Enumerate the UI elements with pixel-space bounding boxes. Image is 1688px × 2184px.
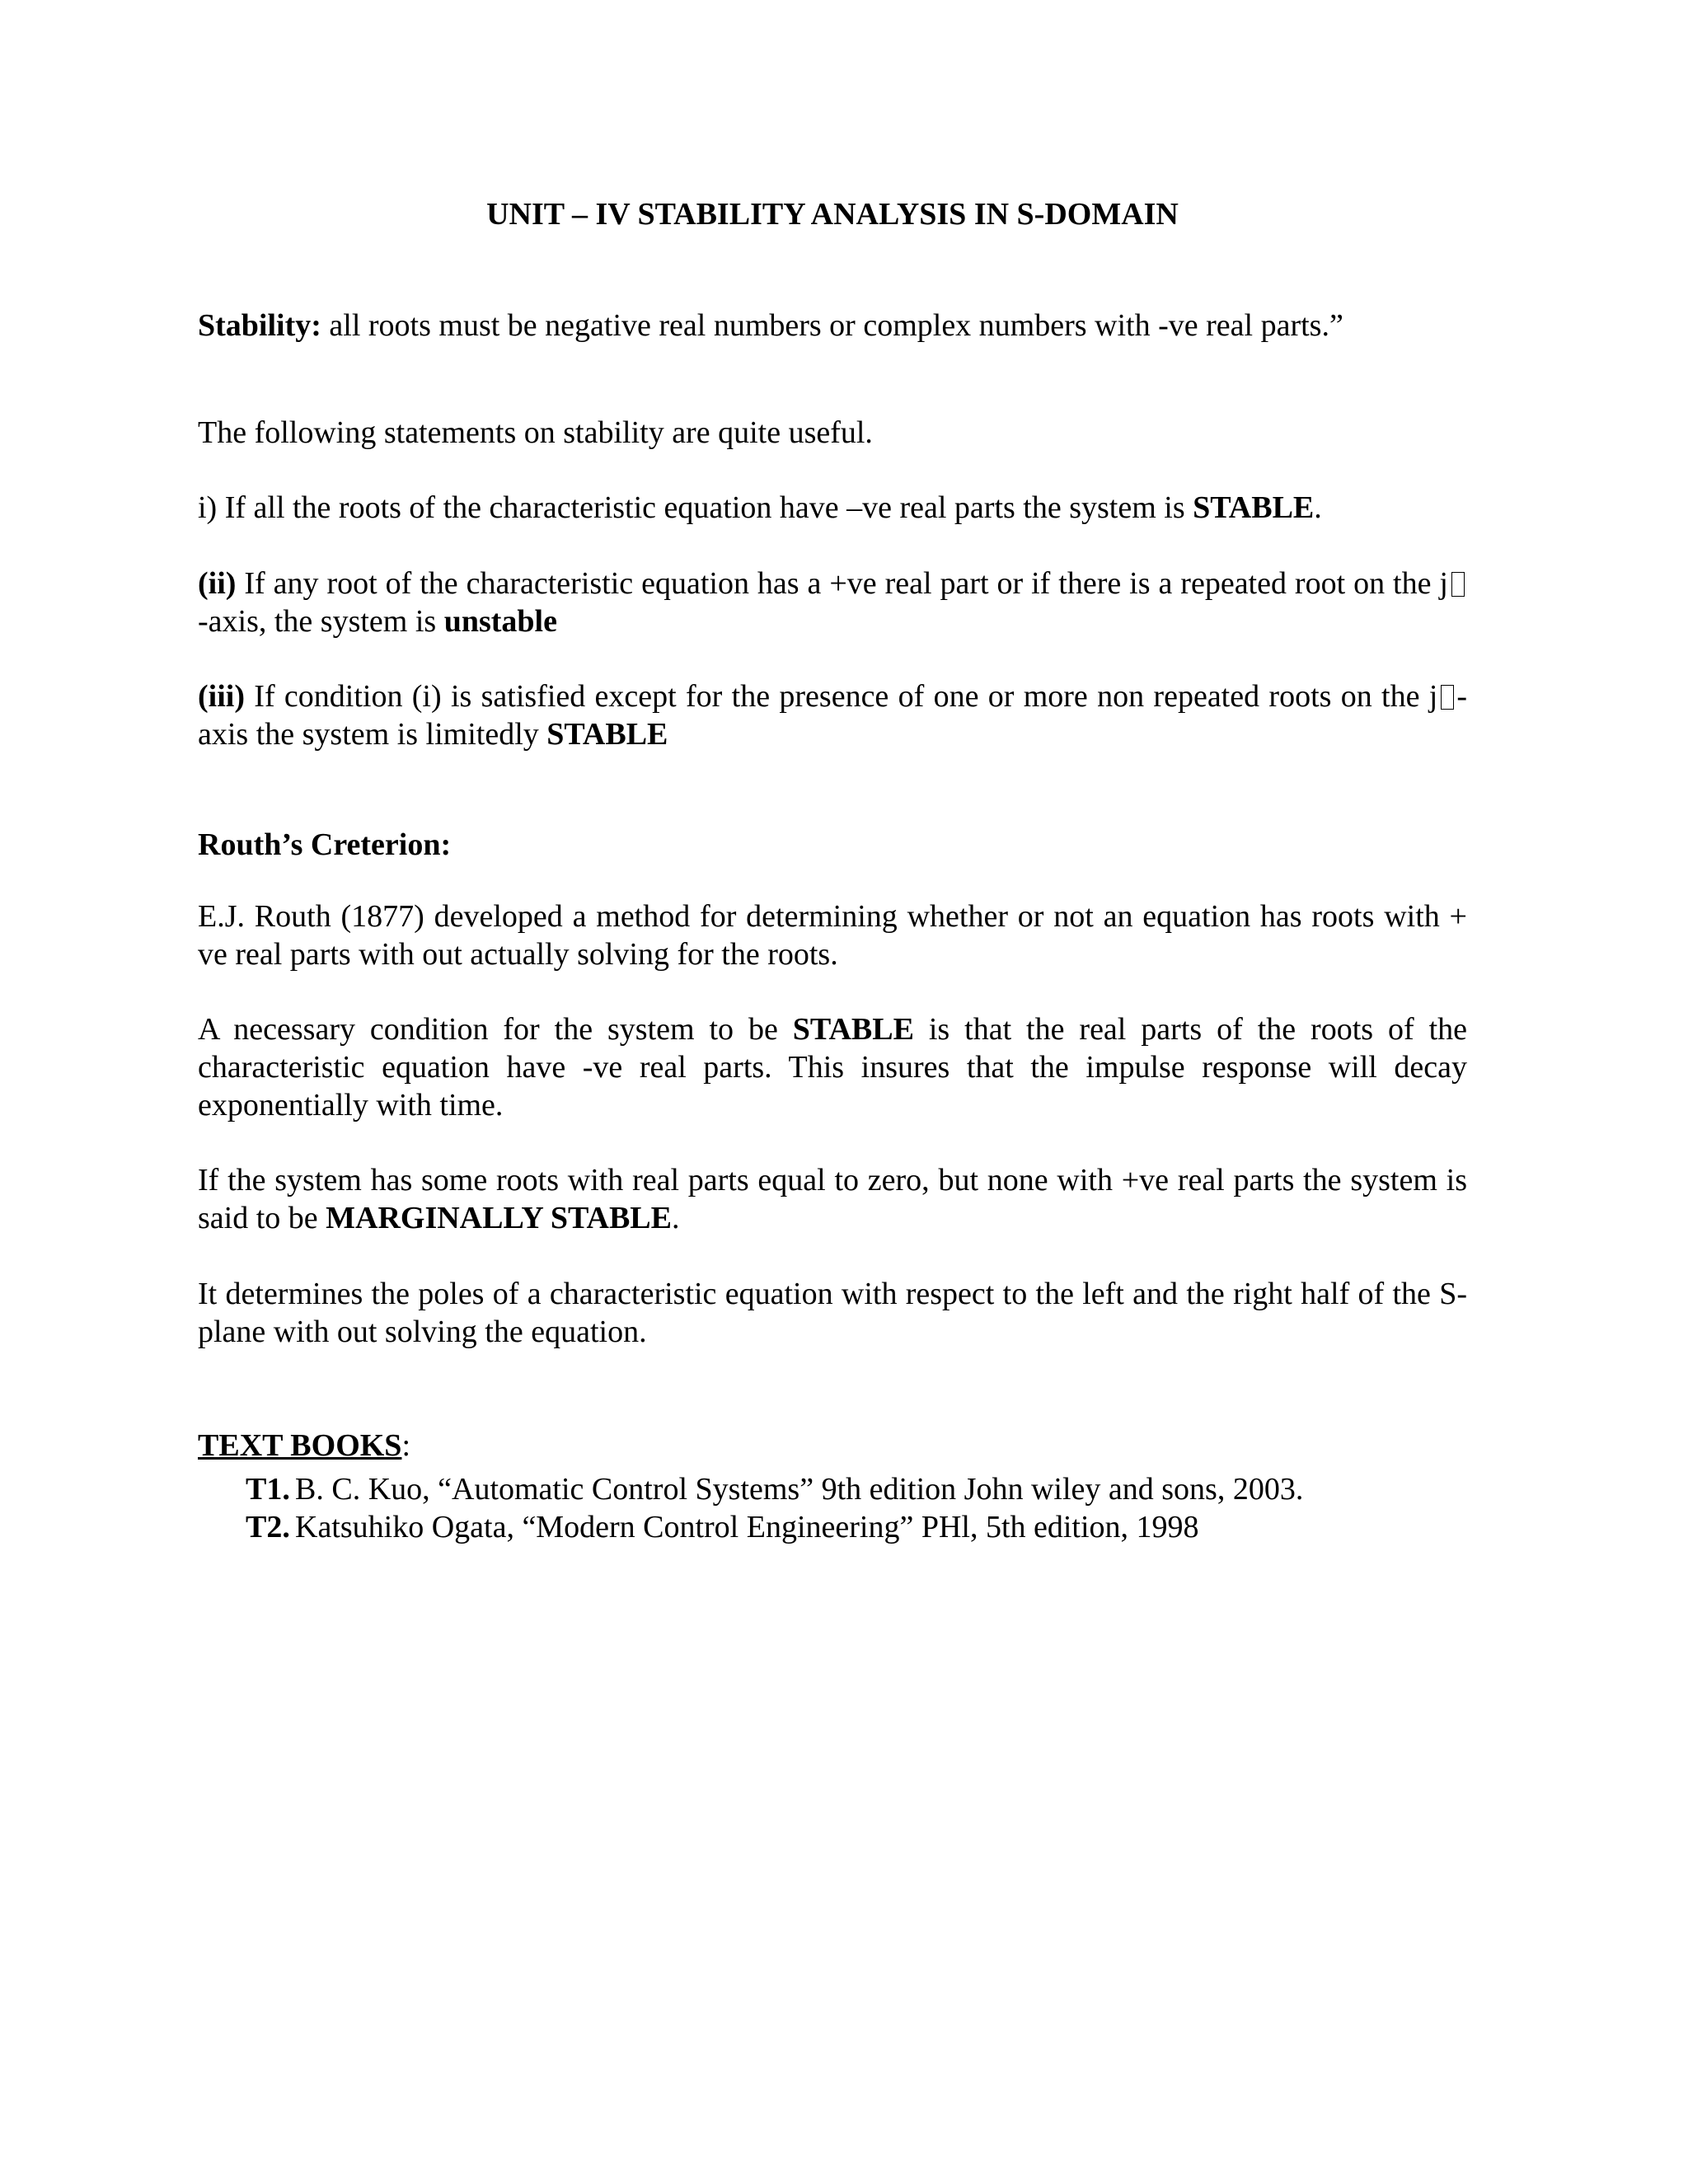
page-title: UNIT – IV STABILITY ANALYSIS IN S-DOMAIN [486,197,1179,232]
statement-iii-bold: STABLE [546,717,668,752]
stability-definition [198,307,1467,344]
statement-i [198,489,1467,527]
intro-paragraph: The following statements on stability are quite useful. [198,415,873,450]
statement-ii-text: If any root of the characteristic equation has a +ve real part or if there is a repeated root on the j [236,566,1448,601]
statement-iii-text: If condition (i) is satisfied except for the presence of one or more non repeated roots on the j [244,679,1438,714]
routh-paragraph-1: E.J. Routh (1877) developed a method for determining whether or not an equation has roots with + ve real parts with out actually solving for the roots. [198,899,1467,972]
missing-glyph-icon [1441,685,1454,710]
textbook-label: T2. [246,1510,290,1544]
routh-paragraph-2 [198,1010,1467,1124]
routh-p2-bold: STABLE [792,1012,914,1047]
routh-heading: Routh’s Creterion: [198,827,452,862]
routh-paragraph-4: It determines the poles of a characteristic equation with respect to the left and the right half of the S-plane with out solving the equation. [198,1277,1467,1349]
statement-iii-text-2: -axis the system is limitedly [198,679,1467,752]
routh-p2-suffix: is that the real parts of the roots of the characteristic equation have -ve real parts. This insures that the impulse response will decay exponentially with time. [198,1012,1467,1122]
textbooks-heading-colon: : [401,1428,411,1463]
textbook-item [246,1508,1465,1546]
routh-p3-suffix: . [672,1201,680,1235]
statement-ii-text-2: -axis, the system is [198,604,444,639]
statement-i-suffix: . [1314,490,1322,525]
statement-iii-label: (iii) [198,679,245,714]
textbook-label: T1. [246,1472,290,1507]
statement-ii [198,565,1467,640]
routh-paragraph-3 [198,1161,1467,1237]
textbooks-heading-label: TEXT BOOKS [198,1428,402,1463]
textbook-item [246,1470,1465,1508]
textbooks-heading [198,1427,1467,1465]
statement-i-bold: STABLE [1193,490,1315,525]
textbook-text: Katsuhiko Ogata, “Modern Control Engineering” PHl, 5th edition, 1998 [295,1510,1199,1544]
stability-text: all roots must be negative real numbers or complex numbers with -ve real parts.” [321,308,1343,343]
routh-p2-text: A necessary condition for the system to be [198,1012,793,1047]
statement-iii [198,677,1467,753]
routh-p3-text: If the system has some roots with real parts equal to zero, but none with +ve real parts the system is said to be [198,1163,1467,1235]
routh-p3-bold: MARGINALLY STABLE [326,1201,672,1235]
statement-i-text: i) If all the roots of the characteristic equation have –ve real parts the system is [198,490,1193,525]
stability-label: Stability: [198,308,321,343]
missing-glyph-icon [1451,572,1465,597]
textbook-text: B. C. Kuo, “Automatic Control Systems” 9th edition John wiley and sons, 2003. [295,1472,1304,1507]
statement-ii-label: (ii) [198,566,237,601]
statement-ii-bold: unstable [443,604,557,639]
